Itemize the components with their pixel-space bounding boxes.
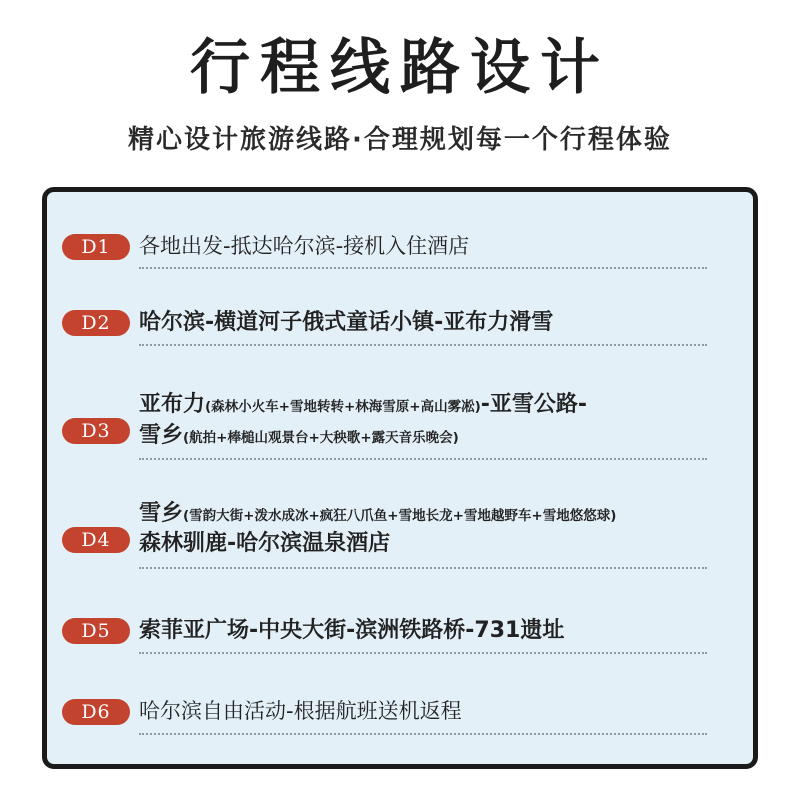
day-badge: D3 — [62, 418, 130, 444]
place-name: 亚布力 — [139, 392, 206, 417]
day-route-line-2: 森林驯鹿-哈尔滨温泉酒店 — [139, 531, 391, 556]
dotted-divider — [139, 458, 707, 460]
day-route-line-2 — [139, 421, 719, 453]
page-subtitle: 精心设计旅游线路·合理规划每一个行程体验 — [128, 125, 672, 155]
route-segment: -亚雪公路- — [480, 392, 588, 417]
day-route-text: 哈尔滨-横道河子俄式童话小镇-亚布力滑雪 — [139, 310, 554, 335]
dotted-divider — [139, 652, 707, 654]
place-name: 雪乡 — [139, 423, 184, 448]
dotted-divider — [139, 344, 707, 346]
day-badge: D4 — [62, 527, 130, 553]
day-route-text: 哈尔滨自由活动-根据航班送机返程 — [139, 699, 462, 723]
day-route-line-1 — [139, 499, 719, 531]
day-route-line-1 — [139, 390, 719, 422]
activity-list: (森林小火车+雪地转转+林海雪原+高山雾凇) — [205, 399, 481, 415]
dotted-divider — [139, 267, 707, 269]
activity-list: (航拍+棒槌山观景台+大秧歌+露天音乐晚会) — [183, 430, 459, 446]
activity-list: (雪韵大街+泼水成冰+疯狂八爪鱼+雪地长龙+雪地越野车+雪地悠悠球) — [183, 508, 617, 524]
day-badge: D6 — [62, 699, 130, 725]
day-badge: D5 — [62, 618, 130, 644]
page-title: 行程线路设计 — [190, 33, 610, 103]
itinerary-card — [42, 187, 758, 769]
dotted-divider — [139, 733, 707, 735]
place-name: 雪乡 — [139, 501, 184, 526]
day-route-text: 各地出发-抵达哈尔滨-接机入住酒店 — [139, 234, 470, 258]
dotted-divider — [139, 567, 707, 569]
day-badge: D1 — [62, 234, 130, 260]
day-badge: D2 — [62, 310, 130, 336]
day-route-text: 索菲亚广场-中央大街-滨洲铁路桥-731遗址 — [139, 618, 565, 643]
